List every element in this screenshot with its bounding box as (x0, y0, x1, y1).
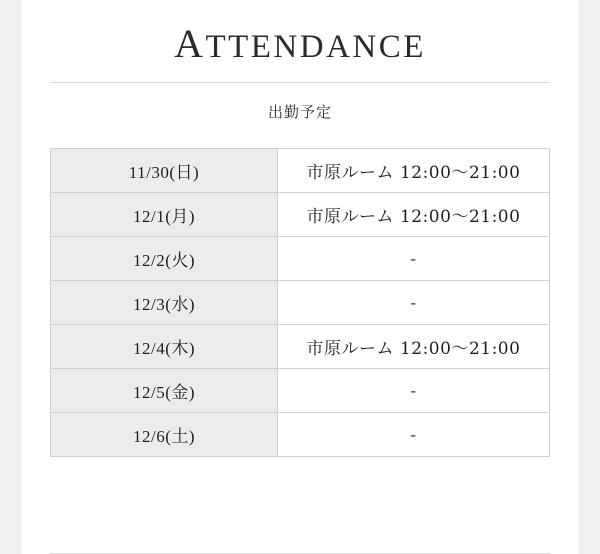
shift-cell: - (278, 413, 550, 457)
attendance-table-body (51, 149, 550, 457)
shift-cell: - (278, 237, 550, 281)
table-row (51, 237, 550, 281)
page-subtitle: 出勤予定 (267, 103, 332, 121)
table-row (51, 149, 550, 193)
header (50, 0, 550, 122)
title-divider (50, 82, 550, 83)
bottom-spacer (50, 457, 550, 513)
table-row (51, 193, 550, 237)
shift-cell: 市原ルーム 12:00〜21:00 (278, 193, 550, 237)
attendance-card (22, 0, 578, 554)
day-cell: 12/1(月) (51, 193, 278, 237)
table-row (51, 413, 550, 457)
attendance-table-wrapper (50, 148, 550, 457)
page-title (50, 18, 550, 70)
table-row (51, 281, 550, 325)
attendance-table (50, 148, 550, 457)
day-cell: 12/3(水) (51, 281, 278, 325)
table-row (51, 369, 550, 413)
day-cell: 12/5(金) (51, 369, 278, 413)
shift-cell: - (278, 281, 550, 325)
shift-cell: - (278, 369, 550, 413)
page-title-initial: A (174, 21, 206, 66)
day-cell: 12/4(木) (51, 325, 278, 369)
shift-cell: 市原ルーム 12:00〜21:00 (278, 325, 550, 369)
day-cell: 11/30(日) (51, 149, 278, 193)
page-title-rest: TTENDANCE (205, 29, 426, 65)
shift-cell: 市原ルーム 12:00〜21:00 (278, 149, 550, 193)
day-cell: 12/6(土) (51, 413, 278, 457)
table-row (51, 325, 550, 369)
day-cell: 12/2(火) (51, 237, 278, 281)
